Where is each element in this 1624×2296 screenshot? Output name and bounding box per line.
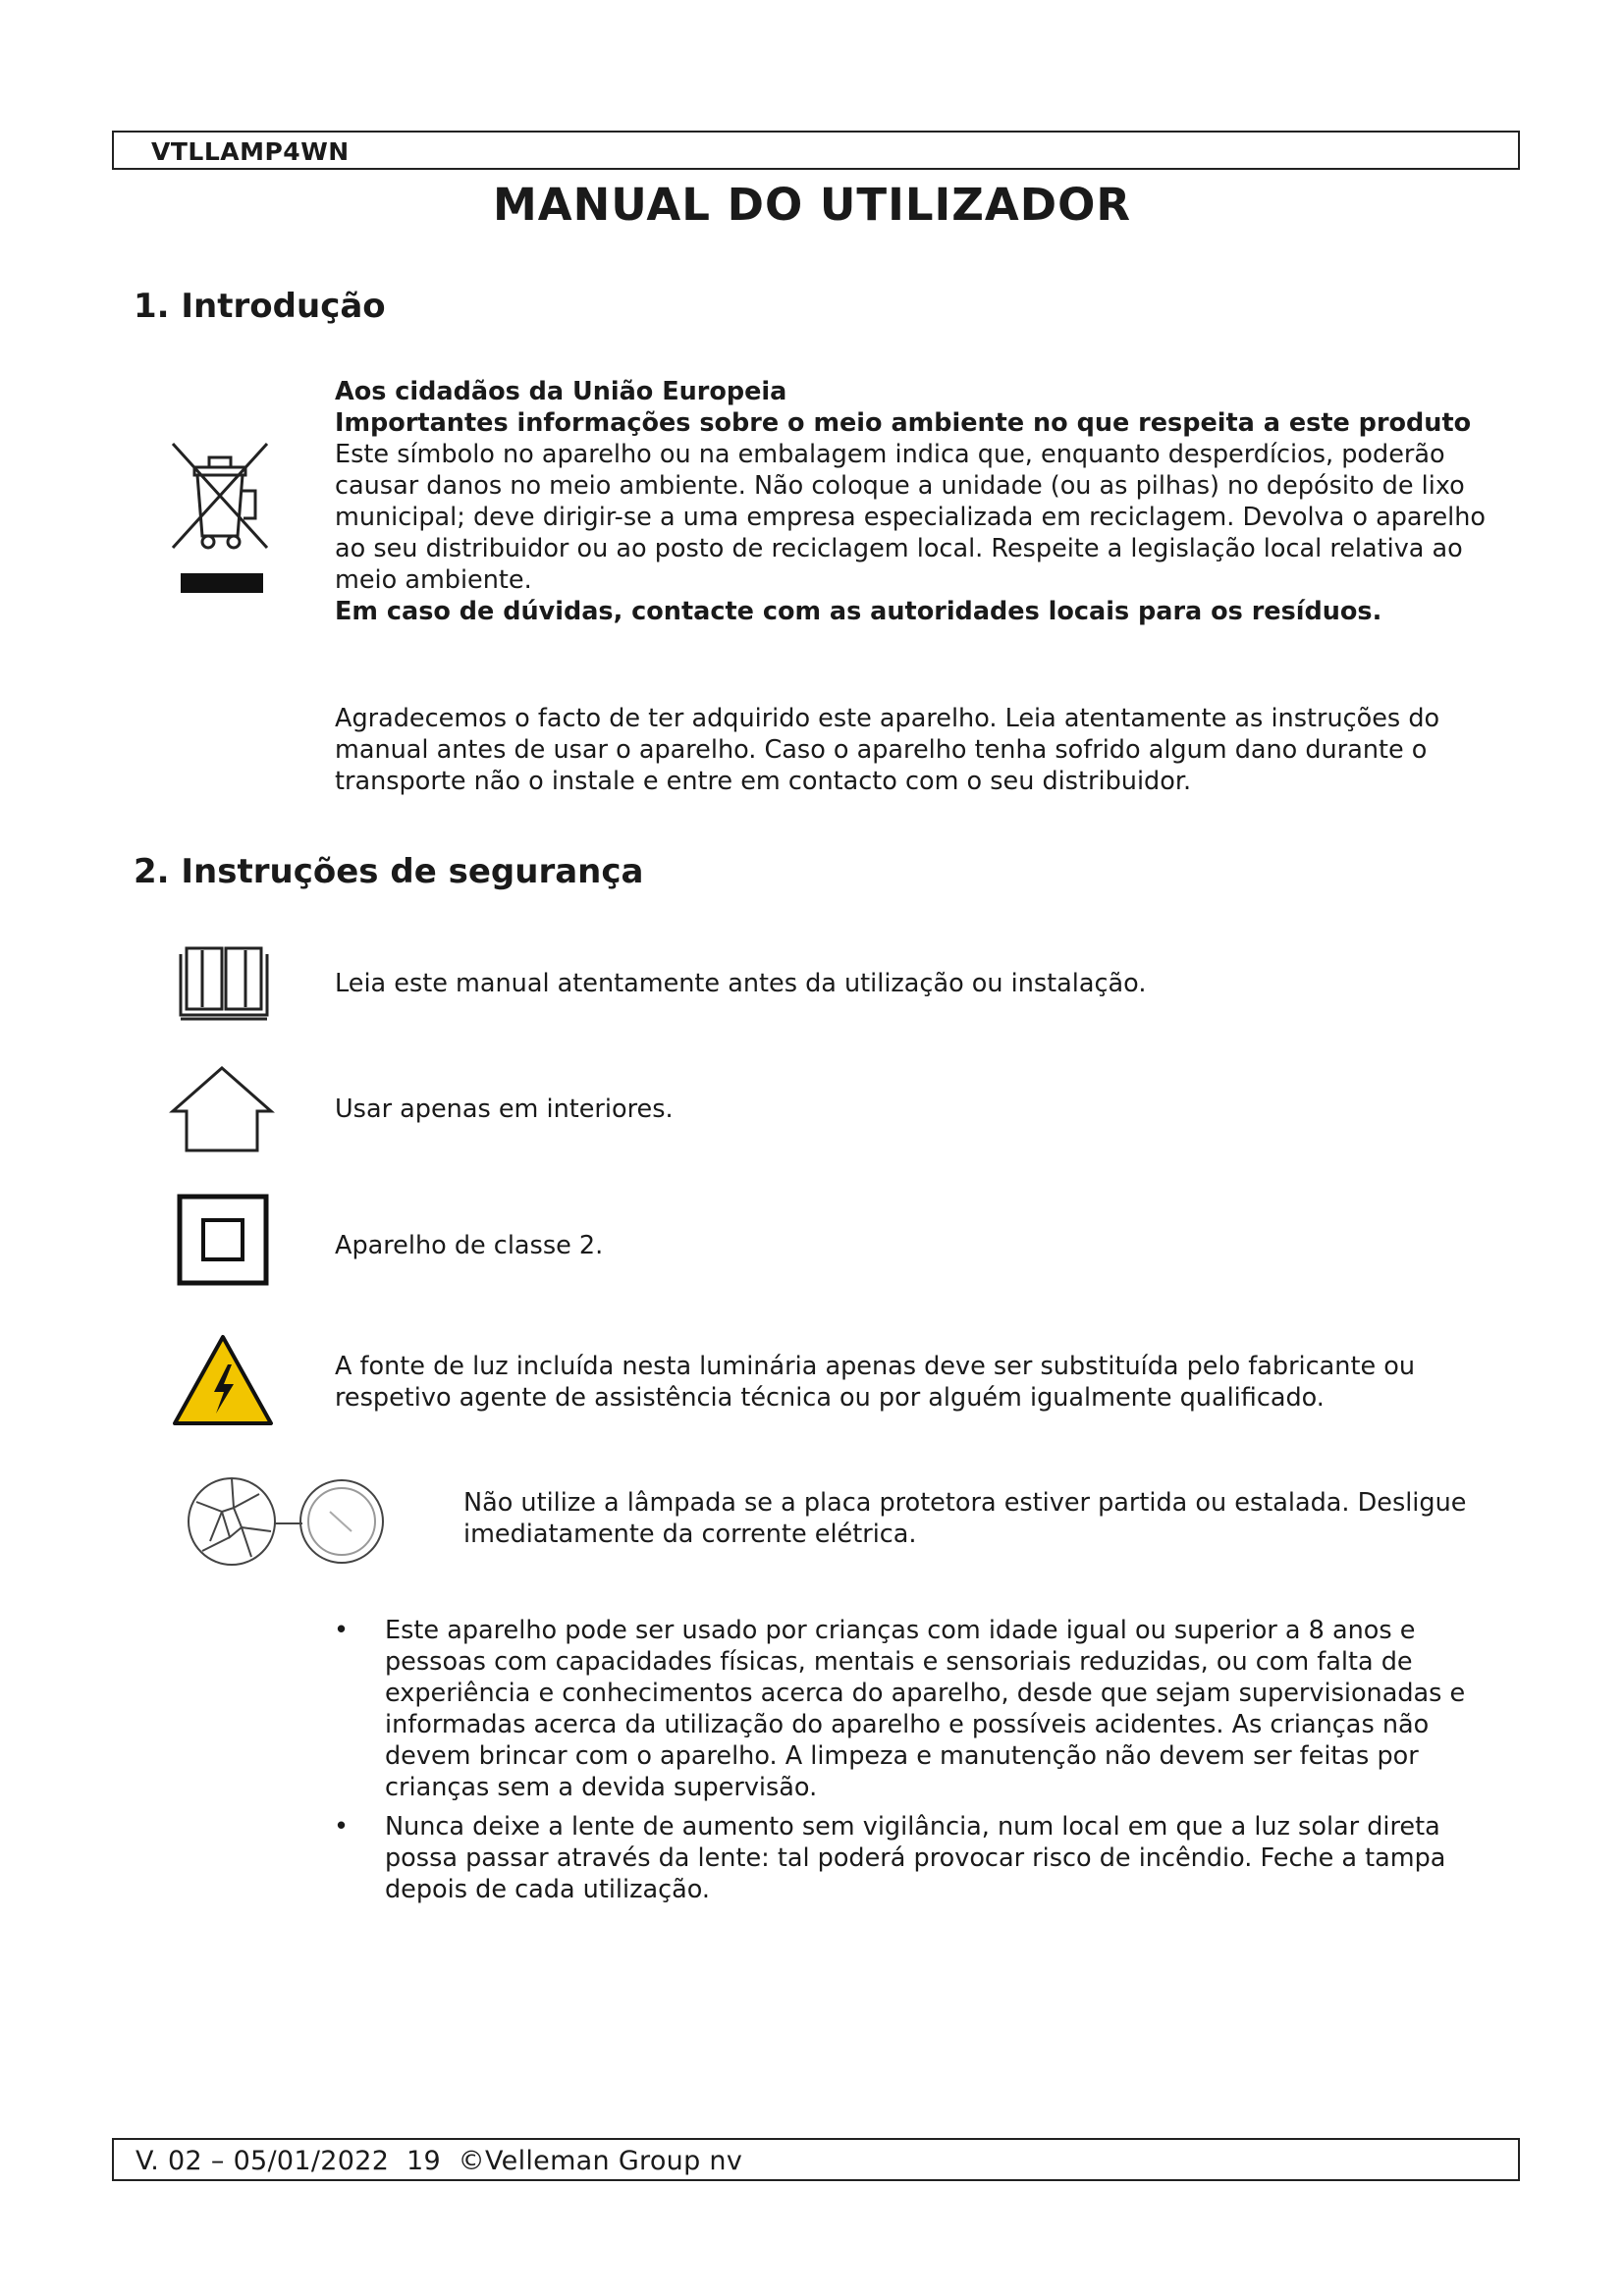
footer-box [112, 2138, 1520, 2181]
doubts-text: Em caso de dúvidas, contacte com as autoridades locais para os resíduos. [335, 597, 1382, 626]
class2-text: Aparelho de classe 2. [335, 1231, 604, 1260]
model-number: VTLLAMP4WN [151, 137, 350, 166]
bullet-text: Este aparelho pode ser usado por crianças com idade igual ou superior a 8 anos e pessoas com capacidades físicas, mentais e sensoriais reduzidas, ou com falta de experiência e conhecimentos acerca do aparelho, desde que sejam supervisionadas e informadas acerca da utilização do aparelho e possíveis acidentes. As crianças não devem brincar com o aparelho. A limpeza e manutenção não devem ser feitas por crianças sem a devida supervisão. [385, 1616, 1466, 1802]
section-heading-safety: 2. Instruções de segurança [134, 852, 644, 891]
house-indoor-icon [169, 1064, 275, 1154]
broken-glass-text: Não utilize a lâmpada se a placa protetora estiver partida ou estalada. Desligue imediatamente da corrente elétrica. [463, 1488, 1467, 1549]
eu-citizens-title: Aos cidadãos da União Europeia [335, 377, 787, 406]
bullet-marker: • [334, 1616, 350, 1645]
read-manual-text: Leia este manual atentamente antes da utilização ou instalação. [335, 969, 1147, 998]
safety-bullet-list [334, 1615, 1483, 1913]
high-voltage-warning-icon [171, 1333, 275, 1427]
class2-double-square-icon [177, 1194, 269, 1286]
header-box [112, 131, 1520, 170]
section-heading-introduction: 1. Introdução [134, 287, 386, 326]
page-title: MANUAL DO UTILIZADOR [493, 179, 1131, 231]
bullet-marker: • [334, 1812, 350, 1842]
bullet-text: Nunca deixe a lente de aumento sem vigilância, num local em que a luz solar direta possa passar através da lente: tal poderá provocar risco de incêndio. Feche a tampa depois de cada utilização. [385, 1812, 1446, 1904]
weee-text: Este símbolo no aparelho ou na embalagem indica que, enquanto desperdícios, poderão causar danos no meio ambiente. Não coloque a unidade (ou as pilhas) no depósito de lixo municipal; deve dirigir-se a uma empresa especializada em reciclagem. Devolva o aparelho ao seu distribuidor ou ao posto de reciclagem local. Respeite a legislação local relativa ao meio ambiente. [335, 440, 1486, 595]
book-manual-icon [173, 944, 275, 1023]
broken-glass-cover-icon [183, 1472, 391, 1573]
light-source-text: A fonte de luz incluída nesta luminária apenas deve ser substituída pelo fabricante ou respetivo agente de assistência técnica ou por alguém igualmente qualificado. [335, 1352, 1415, 1413]
list-item [334, 1615, 1483, 1803]
indoor-text: Usar apenas em interiores. [335, 1095, 674, 1124]
list-item [334, 1811, 1483, 1905]
environment-info-title: Importantes informações sobre o meio ambiente no que respeita a este produto [335, 408, 1472, 438]
weee-block [335, 376, 1493, 627]
footer-version-text: V. 02 – 05/01/2022 19 ©Velleman Group nv [135, 2146, 743, 2176]
weee-crossed-bin-icon [165, 440, 275, 599]
thanks-paragraph: Agradecemos o facto de ter adquirido este aparelho. Leia atentamente as instruções do manual antes de usar o aparelho. Caso o aparelho tenha sofrido algum dano durante o transporte não o instale e entre em contacto com o seu distribuidor. [335, 704, 1440, 796]
